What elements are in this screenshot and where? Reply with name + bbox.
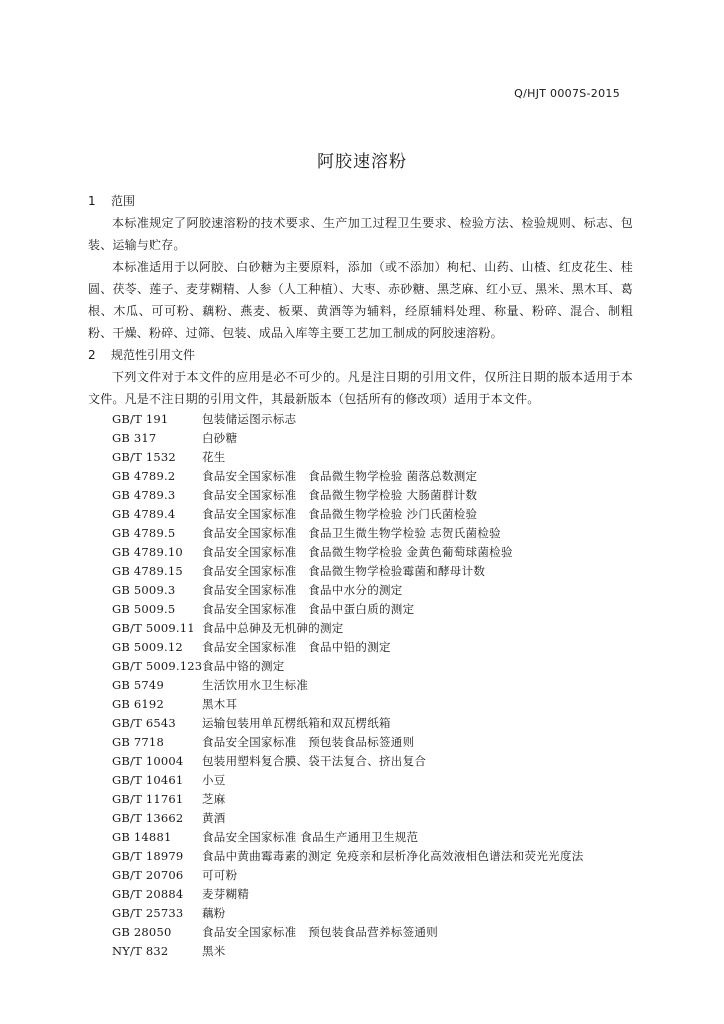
document-title: 阿胶速溶粉 [317,152,407,172]
reference-title: 食品安全国家标准 食品生产通用卫生规范 [202,830,419,844]
reference-code: GB 4789.10 [112,545,183,559]
reference-code: GB 4789.4 [112,507,176,521]
document-body [88,190,633,961]
reference-row [112,828,633,847]
reference-title: 麦芽糊精 [202,887,250,901]
reference-code: GB 317 [112,431,157,445]
reference-row [112,942,633,961]
reference-code: GB/T 20706 [112,868,184,882]
reference-code: GB 5009.12 [112,640,183,654]
reference-title: 食品安全国家标准 食品中水分的测定 [202,583,403,597]
reference-code: GB 6192 [112,697,164,711]
reference-code: GB 5009.5 [112,602,176,616]
reference-title: 黑木耳 [202,697,238,711]
reference-code: GB/T 20884 [112,887,184,901]
section-title: 规范性引用文件 [111,348,196,362]
reference-row [112,809,633,828]
reference-row [112,657,633,676]
reference-row [112,619,633,638]
reference-row [112,847,633,866]
reference-code: GB 4789.2 [112,469,176,483]
reference-title: 食品安全国家标准 食品微生物学检验霉菌和酵母计数 [202,564,486,578]
section-refs-heading [88,344,633,366]
reference-row [112,429,633,448]
reference-code: GB/T 6543 [112,716,176,730]
reference-title: 食品安全国家标准 预包装食品标签通则 [202,735,415,749]
reference-code: GB/T 5009.11 [112,621,195,635]
reference-title: 食品安全国家标准 食品微生物学检验 大肠菌群计数 [202,488,478,502]
reference-code: GB/T 10461 [112,773,184,787]
reference-title: 食品安全国家标准 食品微生物学检验 沙门氏菌检验 [202,507,478,521]
refs-intro-paragraph: 下列文件对于本文件的应用是必不可少的。凡是注日期的引用文件，仅所注日期的版本适用于本文件。凡是不注日期的引用文件，其最新版本（包括所有的修改项）适用于本文件。 [88,370,633,406]
reference-code: GB 4789.15 [112,564,183,578]
reference-title: 食品安全国家标准 食品微生物学检验 菌落总数测定 [202,469,478,483]
reference-code: GB 5009.3 [112,583,176,597]
reference-code: GB/T 25733 [112,906,184,920]
reference-title: 食品安全国家标准 食品微生物学检验 金黄色葡萄球菌检验 [202,545,513,559]
reference-code: GB/T 10004 [112,754,184,768]
reference-row [112,581,633,600]
reference-code: GB 4789.3 [112,488,176,502]
reference-title: 食品安全国家标准 食品卫生微生物学检验 志贺氏菌检验 [202,526,501,540]
reference-row [112,733,633,752]
section-number: 2 [88,348,96,362]
reference-title: 可可粉 [202,868,238,882]
reference-row [112,790,633,809]
scope-paragraph-1: 本标准规定了阿胶速溶粉的技术要求、生产加工过程卫生要求、检验方法、检验规则、标志、包装、运输与贮存。 [88,216,633,252]
reference-code: GB/T 191 [112,412,169,426]
reference-row [112,486,633,505]
reference-row [112,562,633,581]
standard-code: Q/HJT 0007S-2015 [514,87,620,100]
reference-title: 食品中黄曲霉毒素的测定 免疫亲和层析净化高效液相色谱法和荧光光度法 [202,849,584,863]
reference-code: GB/T 5009.123 [112,659,203,673]
reference-code: GB 7718 [112,735,164,749]
reference-title: 包装用塑料复合膜、袋干法复合、挤出复合 [202,754,427,768]
reference-title: 食品安全国家标准 食品中蛋白质的测定 [202,602,415,616]
reference-row [112,467,633,486]
reference-row [112,923,633,942]
reference-row [112,885,633,904]
reference-code: GB 4789.5 [112,526,176,540]
reference-row [112,448,633,467]
reference-title: 小豆 [202,773,226,787]
reference-title: 生活饮用水卫生标准 [202,678,309,692]
reference-code: GB/T 11761 [112,792,184,806]
reference-row [112,676,633,695]
section-scope-heading [88,190,633,212]
section-title: 范围 [111,194,136,208]
reference-row [112,410,633,429]
reference-title: 运输包装用单瓦楞纸箱和双瓦楞纸箱 [202,716,391,730]
reference-row [112,543,633,562]
reference-row [112,771,633,790]
reference-title: 食品安全国家标准 预包装食品营养标签通则 [202,925,438,939]
reference-row [112,904,633,923]
reference-code: GB 28050 [112,925,172,939]
reference-title: 包装储运图示标志 [202,412,297,426]
reference-title: 食品中铬的测定 [202,659,285,673]
reference-row [112,524,633,543]
reference-title: 花生 [202,450,226,464]
reference-title: 白砂糖 [202,431,238,445]
reference-code: GB/T 13662 [112,811,184,825]
reference-code: GB 5749 [112,678,164,692]
reference-list [88,410,633,961]
reference-row [112,866,633,885]
reference-title: 藕粉 [202,906,226,920]
reference-code: GB/T 18979 [112,849,184,863]
scope-paragraph-2: 本标准适用于以阿胶、白砂糖为主要原料，添加（或不添加）枸杞、山药、山楂、红皮花生、桂圆、茯苓、莲子、麦芽糊精、人参（人工种植）、大枣、赤砂糖、黑芝麻、红小豆、黑米、黑木耳、葛根、木瓜、可可粉、藕粉、燕麦、板栗、黄酒等为辅料，经原辅料处理、称量、粉碎、混合、制粗粉、干燥、粉碎、过筛、包装、成品入库等主要工艺加工制成的阿胶速溶粉。 [88,260,633,340]
reference-code: NY/T 832 [112,944,169,958]
reference-title: 食品中总砷及无机砷的测定 [202,621,344,635]
reference-row [112,505,633,524]
section-number: 1 [88,194,96,208]
reference-row [112,752,633,771]
reference-row [112,695,633,714]
reference-code: GB/T 1532 [112,450,176,464]
reference-row [112,600,633,619]
reference-row [112,714,633,733]
reference-title: 食品安全国家标准 食品中铅的测定 [202,640,391,654]
reference-title: 黑米 [202,944,226,958]
reference-row [112,638,633,657]
reference-code: GB 14881 [112,830,172,844]
reference-title: 芝麻 [202,792,226,806]
reference-title: 黄酒 [202,811,226,825]
